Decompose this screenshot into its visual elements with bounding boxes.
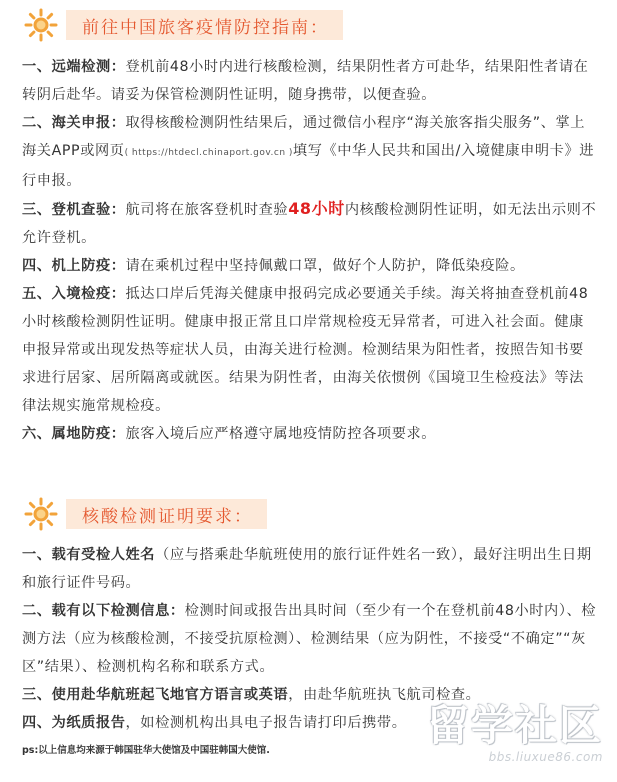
requirement-item-text: 检测时间或报告出具时间（至少有一个在登机前48小时内）、检测方法（应为核酸检测，不接受抗原检测）、检测结果（应为阴性，不接受“不确定”“灰区”结果）、检测机构名称和联系方式。 [22,603,597,675]
guide-item-text: 抵达口岸后凭海关健康申报码完成必要通关手续。海关将抽查登机前48小时核酸检测阴性证明。健康申报正常且口岸常规检疫无异常者，可进入社会面。健康申报异常或出现发热等症状人员，由海关进行检测。检测结果为阳性者，按照告知书要求进行居家、居所隔离或就医。结果为阴性者，由海关依惯例《国境卫生检疫法》等法律法规实施常规检疫。 [22,286,589,414]
requirement-item-lead: 四、为纸质报告 [22,715,126,731]
section-title-requirements: 核酸检测证明要求： [66,499,267,529]
guide-item-lead: 四、机上防疫： [22,258,126,274]
sun-icon [24,8,58,42]
guide-item-text: 内核酸检测阴性证明，如无法出示则不允许登机。 [22,202,597,246]
requirement-item-lead: 三、使用赴华航班起飞地官方语言或英语 [22,687,289,703]
declaration-url-link[interactable]: ( https://htdecl.chinaport.gov.cn ) [124,148,293,158]
guide-item-onboard-prevention [22,252,597,280]
guide-item-lead: 五、入境检疫： [22,286,126,302]
guide-item-lead: 六、属地防疫： [22,426,126,442]
requirement-item-text: （应与搭乘赴华航班使用的旅行证件姓名一致），最好注明出生日期和旅行证件号码。 [22,547,592,591]
guide-item-customs-declaration [22,109,597,195]
requirement-item-text: ，如检测机构出具电子报告请打印后携带。 [125,715,407,731]
watermark-logo-text: 留学社区 [427,701,604,750]
requirement-item-lead: 二、载有以下检测信息： [22,603,185,619]
guide-item-lead: 一、远端检测： [22,59,126,75]
section-header-requirements [24,497,267,531]
guide-item-text: 航司将在旅客登机时查验 [125,202,289,218]
highlight-48h: 48小时 [288,199,345,218]
requirement-item-lead: 一、载有受检人姓名 [22,547,156,563]
site-watermark [427,702,603,774]
requirement-item-text: ，由赴华航班执飞航司检查。 [288,687,481,703]
guide-item-text: 填写《中华人民共和国出/入境健康申明卡》进行申报。 [22,143,595,189]
guide-item-text: 登机前48小时内进行核酸检测，结果阴性者方可赴华，结果阳性者请在转阴后赴华。请妥为保管检测阴性证明，随身携带，以便查验。 [22,59,589,103]
requirement-item-name [22,541,597,597]
requirement-item-test-info [22,597,597,681]
section-header-guide [24,8,343,42]
guide-item-lead: 三、登机查验： [22,202,126,218]
section-title-guide: 前往中国旅客疫情防控指南： [66,10,343,40]
guide-item-local-prevention [22,420,597,448]
guide-list [22,53,597,448]
guide-item-entry-quarantine [22,280,597,420]
guide-item-remote-test [22,53,597,109]
guide-item-text: 取得核酸检测阴性结果后，通过微信小程序“海关旅客指尖服务”、掌上海关APP或网页 [22,115,586,159]
guide-item-boarding-check [22,195,597,252]
sun-icon [24,497,58,531]
guide-item-text: 请在乘机过程中坚持佩戴口罩，做好个人防护，降低染疫险。 [125,258,525,274]
guide-item-text: 旅客入境后应严格遵守属地疫情防控各项要求。 [125,426,437,442]
watermark-url: bbs.liuxue86.com [488,750,603,764]
guide-item-lead: 二、海关申报： [22,115,126,131]
source-footnote: ps:以上信息均来源于韩国驻华大使馆及中国驻韩国大使馆. [22,745,270,756]
